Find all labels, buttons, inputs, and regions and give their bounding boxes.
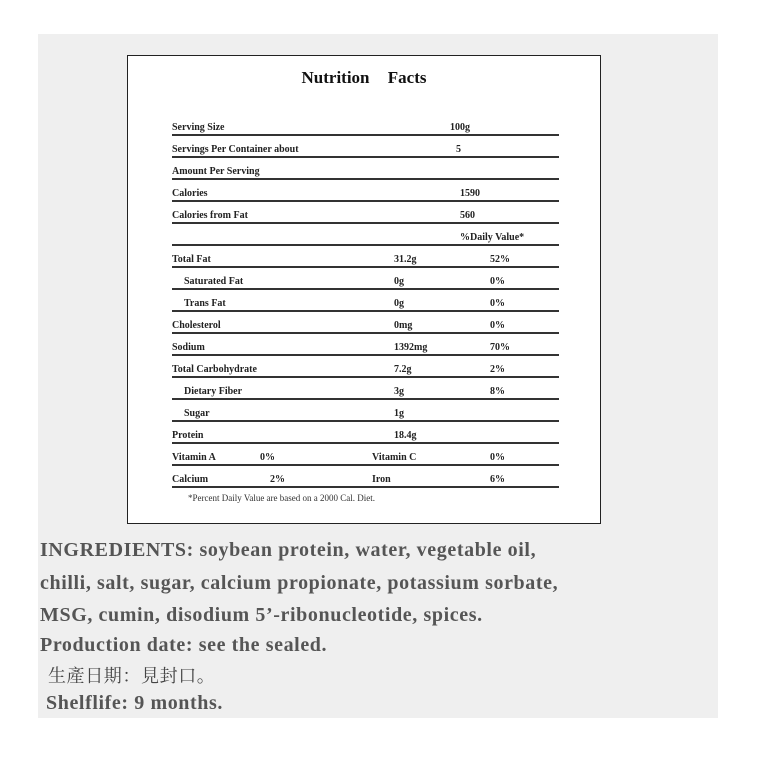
nutrition-facts-panel bbox=[127, 55, 601, 524]
production-date: Production date: see the sealed. bbox=[40, 634, 328, 656]
ingredients-line-2: chilli, salt, sugar, calcium propionate, potassium sorbate, bbox=[40, 572, 559, 594]
row-amount-per-serving: Amount Per Serving bbox=[172, 158, 559, 180]
production-date-chinese: 生產日期：見封口。 bbox=[48, 666, 216, 687]
row-protein: Protein 18.4g bbox=[172, 422, 559, 444]
daily-value-footnote: *Percent Daily Value are based on a 2000 Cal. Diet. bbox=[188, 493, 376, 503]
row-serving-size: Serving Size 100g bbox=[172, 114, 559, 136]
row-daily-value-header: %Daily Value* bbox=[172, 224, 559, 246]
row-trans-fat: Trans Fat 0g 0% bbox=[172, 290, 559, 312]
ingredients-line-1: INGREDIENTS: soybean protein, water, vegetable oil, bbox=[40, 539, 537, 561]
row-servings-per-container: Servings Per Container about 5 bbox=[172, 136, 559, 158]
row-total-fat: Total Fat 31.2g 52% bbox=[172, 246, 559, 268]
row-vitamins: Vitamin A 0% Vitamin C 0% bbox=[172, 444, 559, 466]
row-dietary-fiber: Dietary Fiber 3g 8% bbox=[172, 378, 559, 400]
nutrition-facts-title: Nutrition Facts bbox=[301, 68, 427, 87]
row-calories: Calories 1590 bbox=[172, 180, 559, 202]
row-sodium: Sodium 1392mg 70% bbox=[172, 334, 559, 356]
shelf-life: Shelflife: 9 months. bbox=[46, 692, 223, 714]
row-saturated-fat: Saturated Fat 0g 0% bbox=[172, 268, 559, 290]
row-calories-from-fat: Calories from Fat 560 bbox=[172, 202, 559, 224]
row-cholesterol: Cholesterol 0mg 0% bbox=[172, 312, 559, 334]
row-sugar: Sugar 1g bbox=[172, 400, 559, 422]
row-minerals: Calcium 2% Iron 6% bbox=[172, 466, 559, 488]
row-total-carbohydrate: Total Carbohydrate 7.2g 2% bbox=[172, 356, 559, 378]
ingredients-line-3: MSG, cumin, disodium 5’-ribonucleotide, spices. bbox=[40, 604, 483, 626]
